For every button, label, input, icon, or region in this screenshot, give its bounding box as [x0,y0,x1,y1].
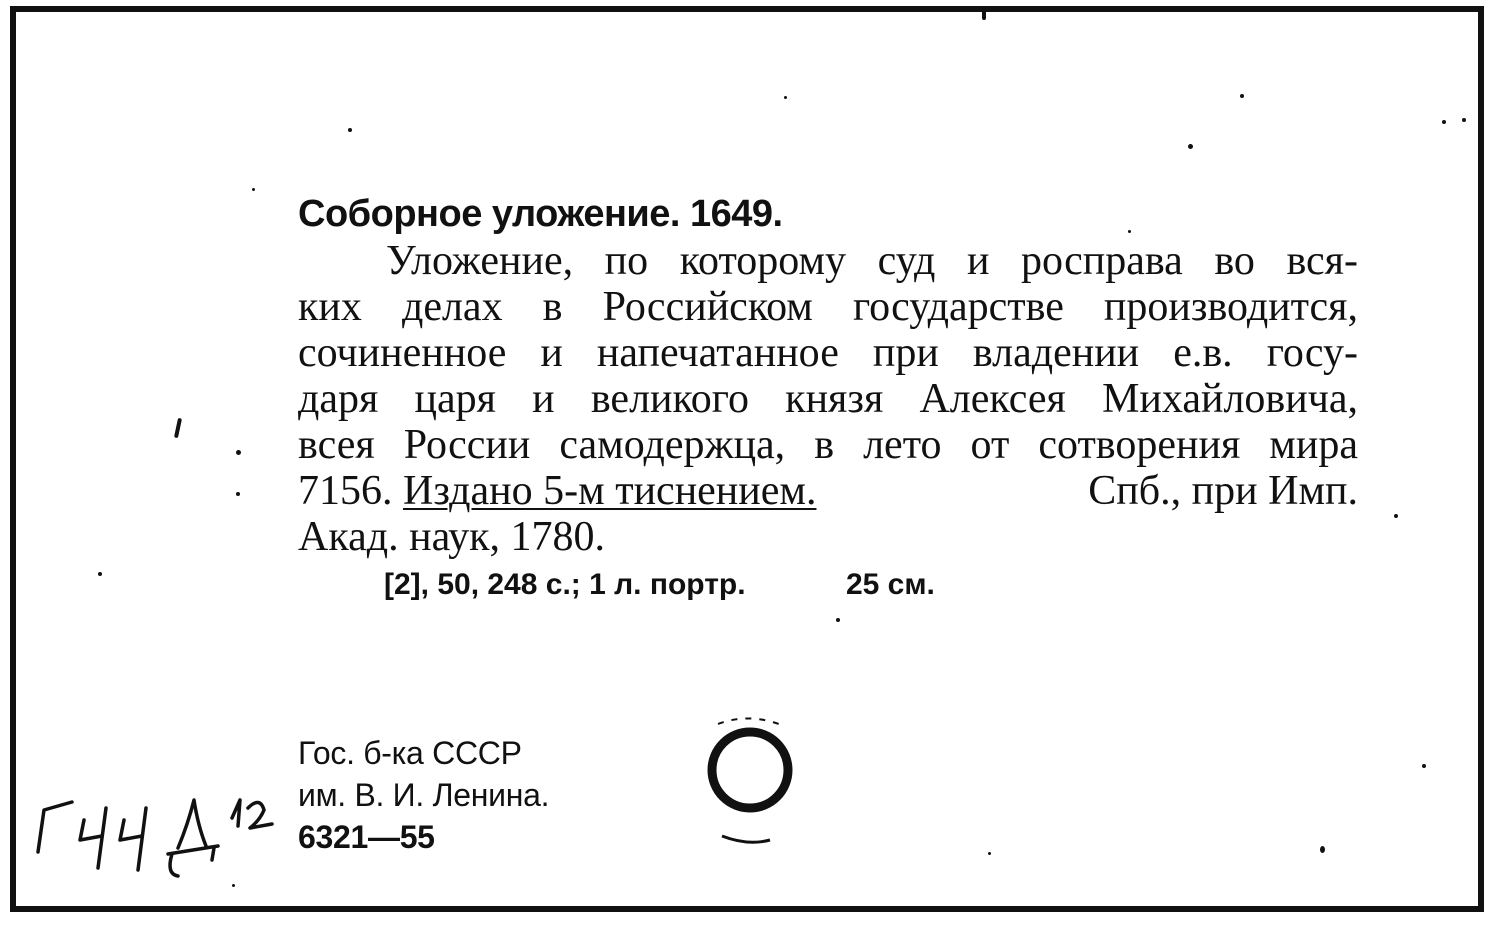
edition-statement [298,468,816,514]
punched-hole-icon [696,712,806,862]
library-name-line-1: Гос. б-ка СССР [298,735,522,771]
scan-speck [1188,144,1193,149]
scan-speck [1240,94,1244,98]
scan-speck [1320,846,1325,853]
description-line-5: всея России самодержца, в лето от сотворения мира [298,422,1358,468]
description-line-4: даря царя и великого князя Алексея Михайловича, [298,376,1358,422]
scan-speck [784,96,787,99]
scan-speck [252,188,255,191]
scan-speck [1462,118,1466,122]
card-heading: Соборное уложение. 1649. [298,193,783,235]
description-line-1: Уложение, по которому суд и росправа во вся- [386,238,1358,284]
imprint-end: Акад. наук, 1780. [298,514,606,560]
scan-speck [1422,764,1426,768]
collation-size: 25 см. [845,568,935,601]
scan-speck [236,492,240,496]
library-name-line-2: им. В. И. Ленина. [298,777,550,813]
scan-speck [98,572,102,576]
bibliographic-record [298,190,1358,606]
card-number: 6321—55 [298,819,435,855]
scan-speck [836,618,840,622]
scan-speck [1442,120,1446,124]
scan-speck [236,450,241,455]
library-stamp [298,732,549,858]
scan-speck [1128,230,1131,233]
scan-speck [988,852,991,855]
imprint-start: Спб., при Имп. [1088,468,1358,514]
collation-pages: [2], 50, 248 с.; 1 л. портр. [384,568,746,601]
collation-line [298,564,1358,606]
edition-note: Издано 5-м тиснением. [403,468,817,514]
scan-speck [1394,514,1398,518]
description-line-2: ких делах в Российском государстве производится, [298,284,1358,330]
scan-speck [232,884,235,887]
description-line-3: сочиненное и напечатанное при владении е.в. госу- [298,330,1358,376]
description-line-6 [298,468,1358,514]
scan-speck [348,128,352,132]
creation-year: 7156. [298,468,393,514]
scan-speck [982,10,986,20]
handwritten-shelfmark [28,790,278,890]
